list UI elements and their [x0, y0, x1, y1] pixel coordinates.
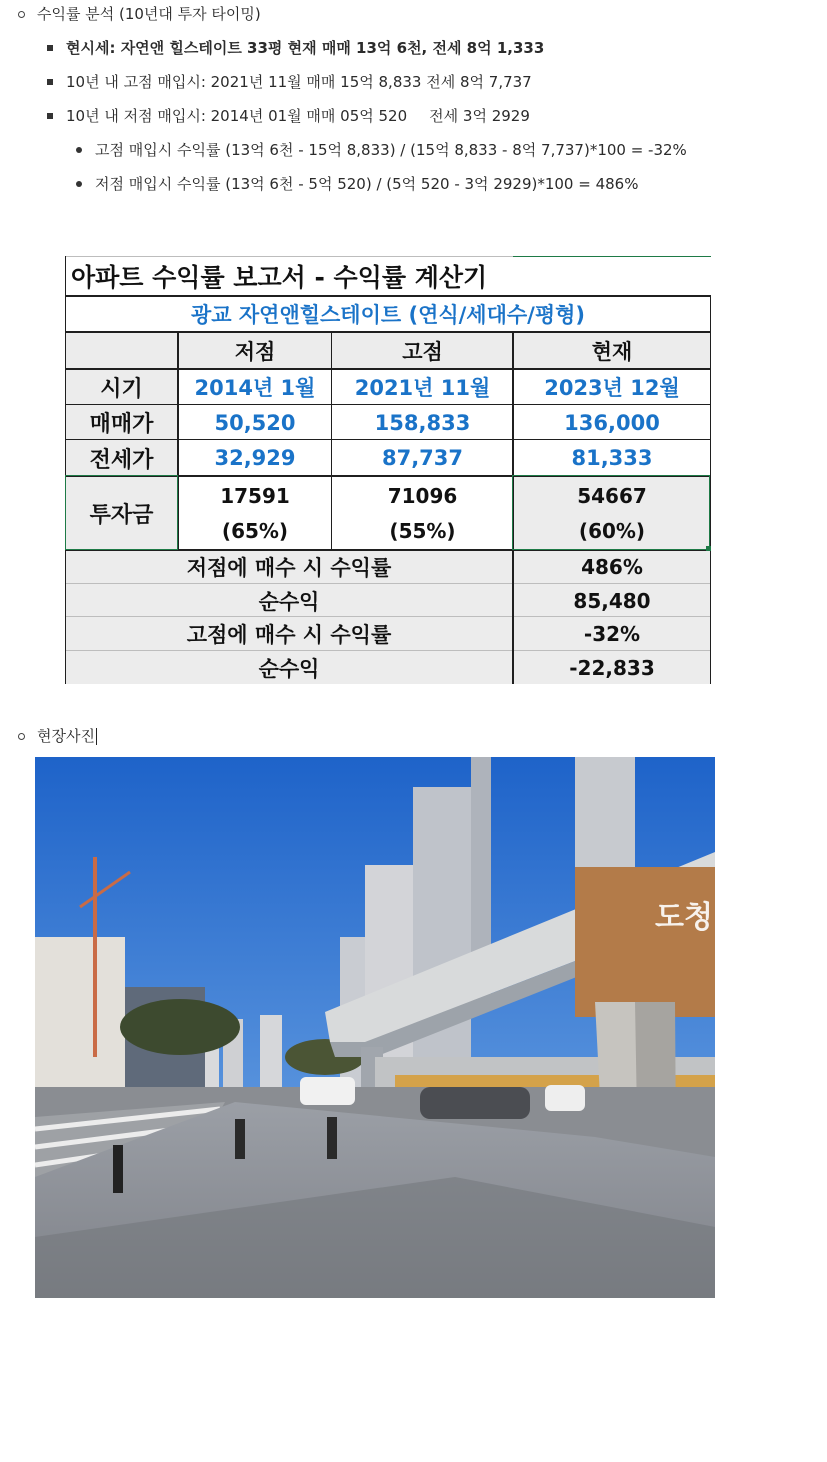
cell-jeonse-low: 32,929 [214, 446, 296, 470]
square-bullet-icon [47, 79, 53, 85]
table-rule [710, 296, 711, 684]
row-label-investment: 투자금 [89, 502, 154, 528]
round-bullet-icon [76, 147, 82, 153]
site-photo-illustration [35, 757, 715, 1298]
table-rule [65, 439, 711, 440]
report-title: 아파트 수익률 보고서 - 수익률 계산기 [71, 263, 488, 292]
fill-handle [706, 546, 711, 551]
table-rule [65, 331, 711, 333]
cell-jeonse-current: 81,333 [571, 446, 653, 470]
row-label-jeonse-price: 전세가 [89, 447, 154, 473]
low-buy-sale: 10년 내 저점 매입시: 2014년 01월 매매 05억 520 [66, 107, 408, 125]
summary-label-high-profit: 순수익 [258, 656, 320, 681]
col-header-high: 고점 [402, 339, 443, 364]
current-price-text: 현시세: 자연앤 힐스테이트 33평 현재 매매 13억 6천, 전세 8억 1,333 [66, 39, 545, 57]
cell-sale-high: 158,833 [374, 410, 471, 435]
row-label-period: 시기 [100, 376, 143, 402]
row-label-sale-price: 매매가 [89, 412, 154, 437]
analysis-heading: 수익률 분석 (10년대 투자 타이밍) [37, 5, 261, 23]
hollow-bullet-icon [18, 11, 25, 18]
table-rule [65, 256, 66, 684]
cell-sale-low: 50,520 [214, 410, 296, 435]
summary-label-low-return: 저점에 매수 시 수익률 [186, 556, 392, 580]
high-buy-text: 10년 내 고점 매입시: 2021년 11월 매매 15억 8,833 전세 8억 7,737 [66, 73, 532, 91]
table-rule [65, 616, 711, 617]
cell-investment-high: 71096 [387, 483, 458, 508]
table-rule [65, 404, 711, 405]
selected-cell-outline [65, 475, 178, 550]
summary-value-low-return: 486% [581, 555, 643, 579]
hollow-bullet-icon [18, 733, 25, 740]
site-photo [35, 757, 715, 1298]
site-photo-heading[interactable]: 현장사진 [37, 727, 95, 745]
cell-investment-current-ratio: (60%) [578, 518, 646, 543]
cell-jeonse-high: 87,737 [381, 446, 464, 470]
report-subtitle: 광교 자연앤힐스테이트 (연식/세대수/평형) [190, 303, 586, 327]
summary-label-high-return: 고점에 매수 시 수익률 [186, 623, 392, 647]
col-header-low: 저점 [234, 339, 276, 364]
selected-cell-outline [513, 256, 711, 257]
cell-period-low: 2014년 1월 [194, 376, 316, 400]
summary-label-low-profit: 순수익 [258, 589, 320, 614]
table-rule [331, 332, 332, 550]
summary-value-low-profit: 85,480 [573, 588, 651, 613]
cell-investment-low-ratio: (65%) [221, 518, 289, 543]
low-buy-text [66, 104, 530, 128]
low-buy-jeonse: 전세 3억 2929 [429, 107, 530, 125]
cell-investment-high-ratio: (55%) [389, 518, 456, 543]
cell-period-high: 2021년 11월 [354, 376, 491, 400]
round-bullet-icon [76, 181, 82, 187]
formula-high-text: 고점 매입시 수익률 (13억 6천 - 15억 8,833) / (15억 8,833 - 8억 7,737)*100 = -32% [95, 141, 687, 159]
cell-investment-current: 54667 [577, 483, 647, 508]
cell-sale-current: 136,000 [564, 410, 660, 435]
table-rule [65, 368, 711, 370]
summary-value-high-profit: -22,833 [569, 655, 655, 680]
cell-period-current: 2023년 12월 [544, 376, 680, 400]
formula-low-text: 저점 매입시 수익률 (13억 6천 - 5억 520) / (5억 520 - 3억 2929)*100 = 486% [95, 175, 639, 193]
text-cursor [96, 728, 97, 745]
cell-investment-low: 17591 [220, 483, 290, 508]
roi-report-table [65, 256, 711, 684]
square-bullet-icon [47, 113, 53, 119]
selected-cell-outline [512, 475, 710, 550]
col-header-current: 현재 [591, 339, 633, 364]
table-rule [65, 295, 711, 297]
summary-value-high-return: -32% [583, 622, 641, 646]
storefront-sign: 도청 [655, 900, 713, 935]
table-rule [65, 650, 711, 651]
square-bullet-icon [47, 45, 53, 51]
table-rule [65, 583, 711, 584]
